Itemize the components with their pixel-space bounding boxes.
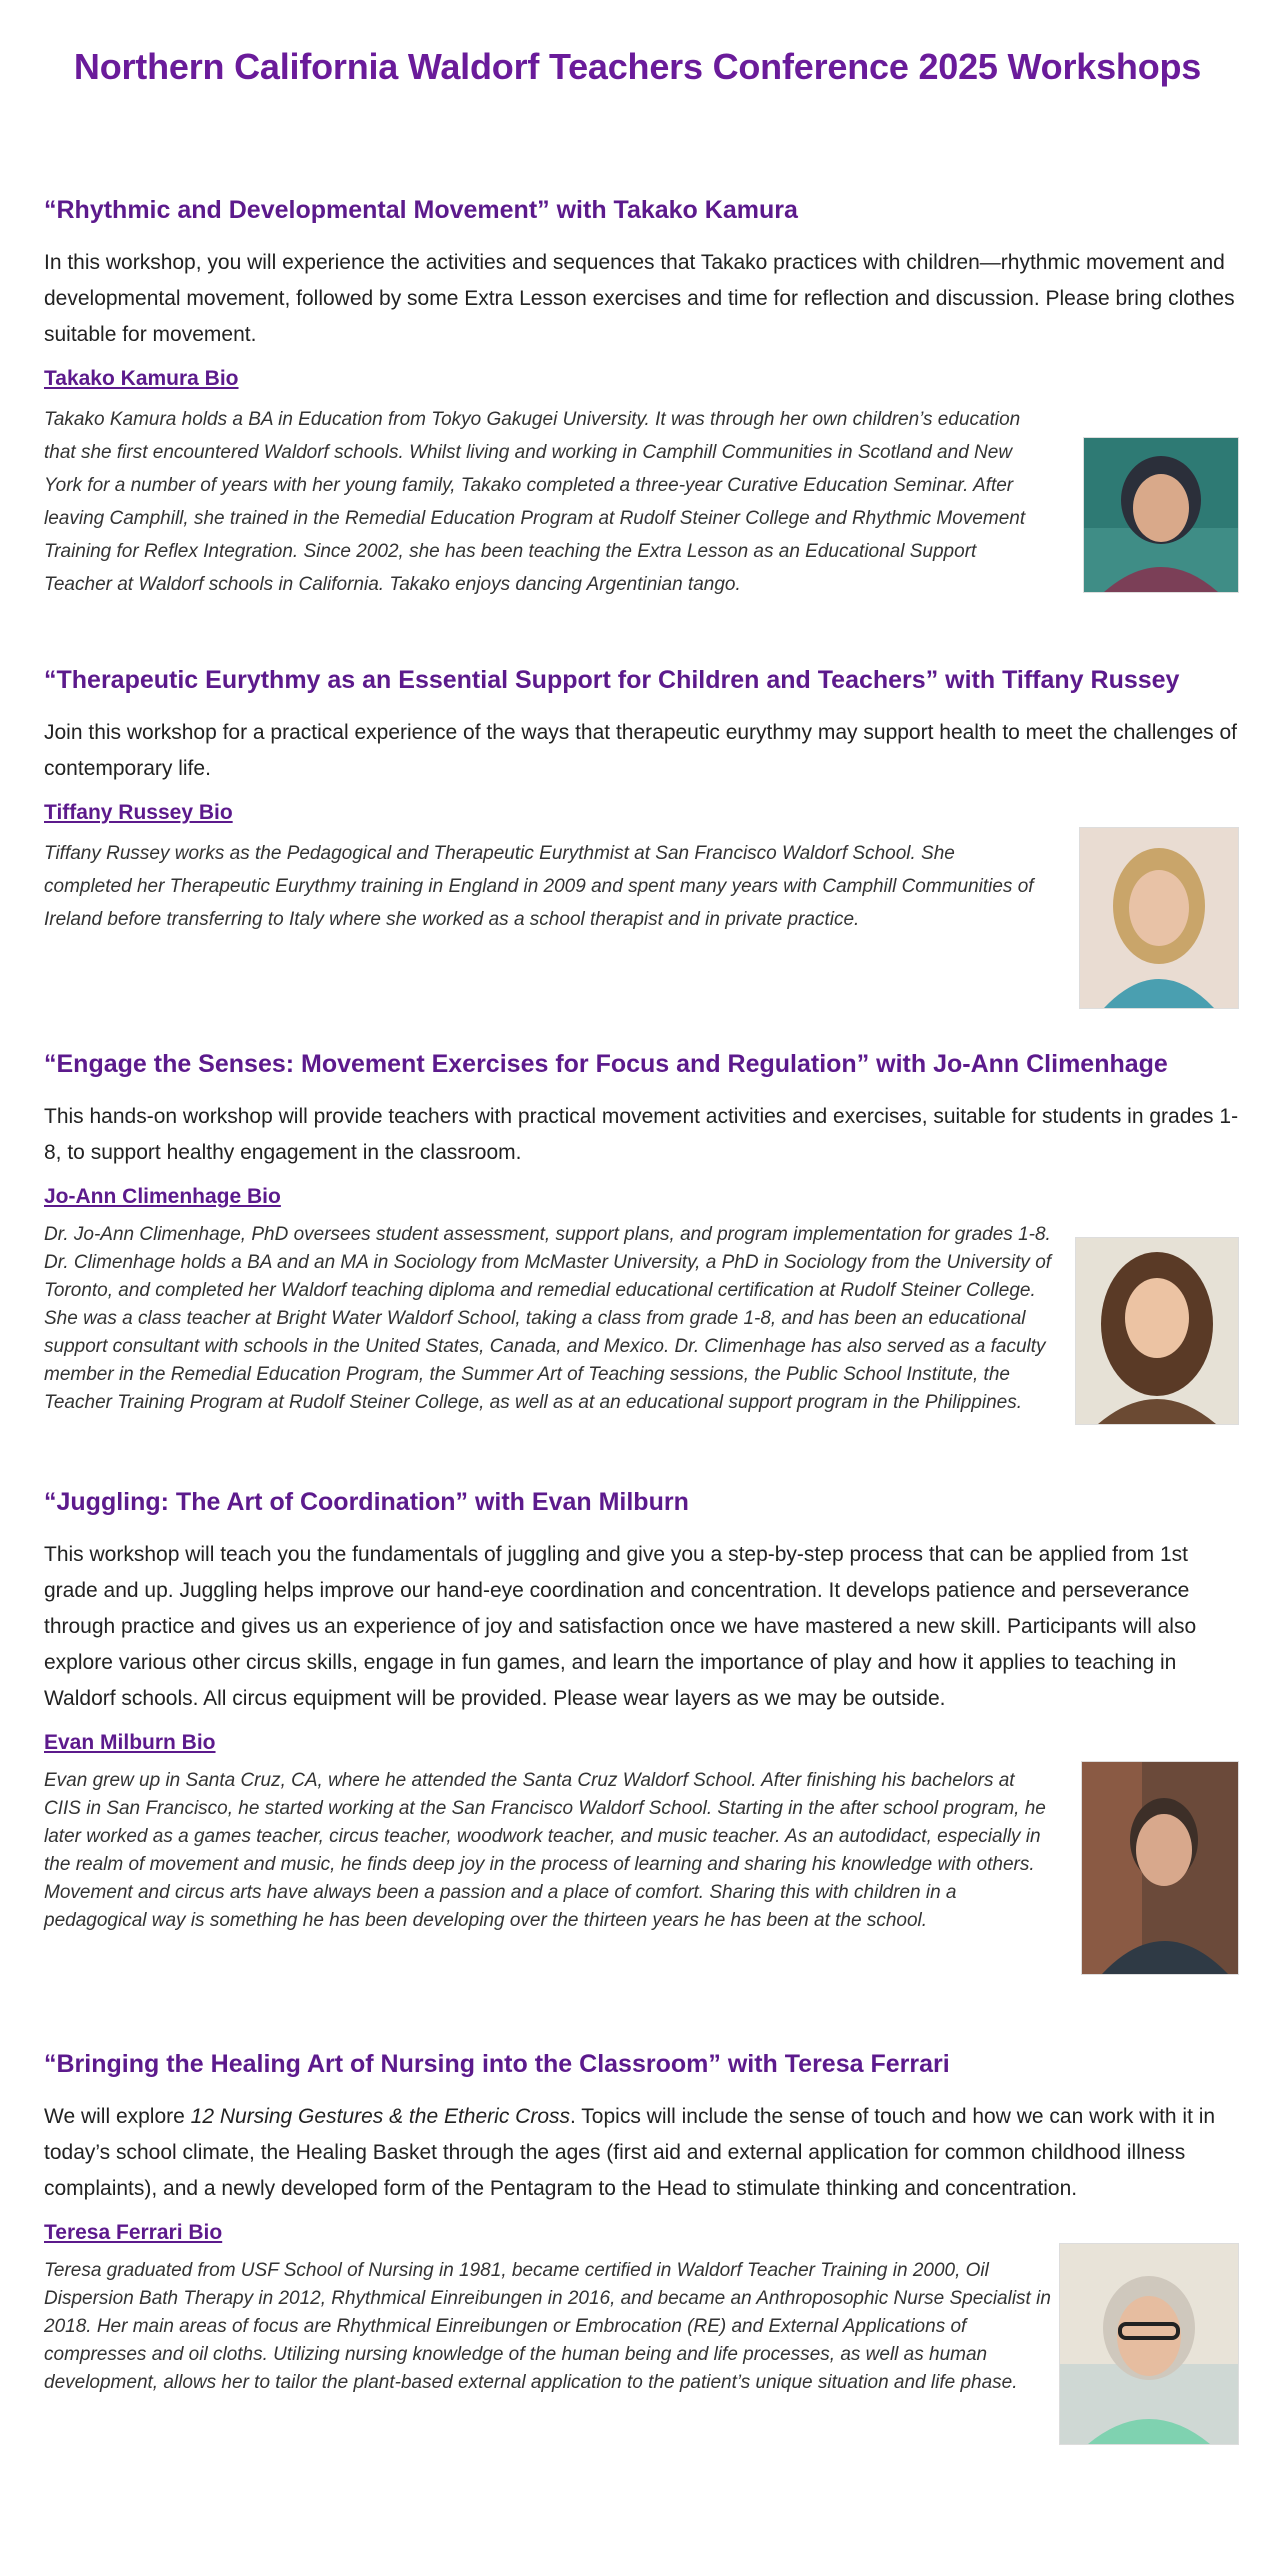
bio-link[interactable]: Jo-Ann Climenhage Bio	[44, 1185, 281, 1208]
workshop-title: “Juggling: The Art of Coordination” with Evan Milburn	[44, 1488, 689, 1516]
workshop-description: In this workshop, you will experience the activities and sequences that Takako practices with children—rhythmic movement and developmental movement, followed by some Extra Lesson exercises and time for reflection and discussion. Please bring clothes suitable for movement.	[44, 251, 1235, 346]
workshop-description: This workshop will teach you the fundamentals of juggling and give you a step-by-step process that can be applied from 1st grade and up. Juggling helps improve our hand-eye coordination and concentration. It develops patience and perseverance through practice and gives us an experience of joy and satisfaction once we have mastered a new skill. Participants will also explore various other circus skills, engage in fun games, and learn the importance of play and how it applies to teaching in Waldorf schools. All circus equipment will be provided. Please wear layers as we may be outside.	[44, 1543, 1197, 1710]
workshop-title: “Engage the Senses: Movement Exercises for Focus and Regulation” with Jo-Ann Climenhage	[44, 1050, 1168, 1078]
workshop-title: “Therapeutic Eurythmy as an Essential Support for Children and Teachers” with Tiffany Russey	[44, 666, 1180, 694]
portrait-photo	[1081, 1761, 1239, 1975]
description-text: . Topics will include the sense of touch and how we can work with it in today’s school climate, the Healing Basket through the ages (first aid and external application for common childhood illness complaints), and a newly developed form of the Pentagram to the Head to stimulate thinking and concentration.	[44, 2105, 1216, 2200]
workshop-section	[44, 666, 1239, 936]
page-title: Northern California Waldorf Teachers Conference 2025 Workshops	[73, 46, 1202, 87]
workshop-description	[44, 2099, 1239, 2207]
workshop-title: “Rhythmic and Developmental Movement” with Takako Kamura	[44, 196, 798, 224]
workshop-description: Join this workshop for a practical experience of the ways that therapeutic eurythmy may support health to meet the challenges of contemporary life.	[44, 721, 1237, 780]
workshop-section	[44, 1488, 1239, 1935]
portrait-photo	[1059, 2243, 1239, 2445]
workshop-description: This hands-on workshop will provide teachers with practical movement activities and exercises, suitable for students in grades 1-8, to support healthy engagement in the classroom.	[44, 1105, 1239, 1164]
bio-link[interactable]: Teresa Ferrari Bio	[44, 2221, 223, 2244]
workshop-section	[44, 2050, 1239, 2397]
bio-link[interactable]: Evan Milburn Bio	[44, 1731, 216, 1754]
bio-text: Evan grew up in Santa Cruz, CA, where he attended the Santa Cruz Waldorf School. After finishing his bachelors at CIIS in San Francisco, he started working at the San Francisco Waldorf School. Starting in the after school program, he later worked as a games teacher, circus teacher, woodwork teacher, and music teacher. As an autodidact, especially in the realm of movement and music, he finds deep joy in the process of learning and sharing his knowledge with others. Movement and circus arts have always been a passion and a place of comfort. Sharing this with children in a pedagogical way is something he has been developing over the thirteen years he has been at the school.	[44, 1770, 1046, 1931]
workshop-title: “Bringing the Healing Art of Nursing into the Classroom” with Teresa Ferrari	[44, 2050, 950, 2078]
description-emphasis: 12 Nursing Gestures & the Etheric Cross	[190, 2105, 570, 2128]
portrait-photo	[1079, 827, 1239, 1009]
workshop-section	[44, 1050, 1239, 1417]
bio-link[interactable]: Takako Kamura Bio	[44, 367, 239, 390]
bio-text: Teresa graduated from USF School of Nursing in 1981, became certified in Waldorf Teacher Training in 2000, Oil Dispersion Bath Therapy in 2012, Rhythmical Einreibungen in 2016, and became an Anthroposophic Nurse Specialist in 2018. Her main areas of focus are Rhythmical Einreibungen or Embrocation (RE) and External Applications of compresses and oil cloths. Utilizing nursing knowledge of the human being and life processes, as well as human development, allows her to tailor the plant-based external application to the patient’s unique situation and life phase.	[44, 2260, 1051, 2393]
workshop-section	[44, 196, 1239, 601]
bio-link[interactable]: Tiffany Russey Bio	[44, 801, 233, 824]
bio-text: Takako Kamura holds a BA in Education from Tokyo Gakugei University. It was through her own children’s education that she first encountered Waldorf schools. Whilst living and working in Camphill Communities in Scotland and New York for a number of years with her young family, Takako completed a three-year Curative Education Seminar. After leaving Camphill, she trained in the Remedial Education Program at Rudolf Steiner College and Rhythmic Movement Training for Reflex Integration. Since 2002, she has been teaching the Extra Lesson as an Educational Support Teacher at Waldorf schools in California. Takako enjoys dancing Argentinian tango.	[44, 409, 1026, 595]
description-text: We will explore	[44, 2105, 191, 2128]
bio-text: Tiffany Russey works as the Pedagogical and Therapeutic Eurythmist at San Francisco Waldorf School. She completed her Therapeutic Eurythmy training in England in 2009 and spent many years with Camphill Communities of Ireland before transferring to Italy where she worked as a school therapist and in private practice.	[44, 843, 1034, 930]
portrait-photo	[1075, 1237, 1239, 1425]
portrait-photo	[1083, 437, 1239, 593]
bio-text: Dr. Jo-Ann Climenhage, PhD oversees student assessment, support plans, and program implementation for grades 1-8. Dr. Climenhage holds a BA and an MA in Sociology from McMaster University, a PhD in Sociology from the University of Toronto, and completed her Waldorf teaching diploma and remedial educational certification at Rudolf Steiner College. She was a class teacher at Bright Water Waldorf School, taking a class from grade 1-8, and has been an educational support consultant with schools in the United States, Canada, and Mexico. Dr. Climenhage has also served as a faculty member in the Remedial Education Program, the Summer Art of Teaching sessions, the Public School Institute, the Teacher Training Program at Rudolf Steiner College, as well as at an educational support program in the Philippines.	[44, 1224, 1052, 1413]
